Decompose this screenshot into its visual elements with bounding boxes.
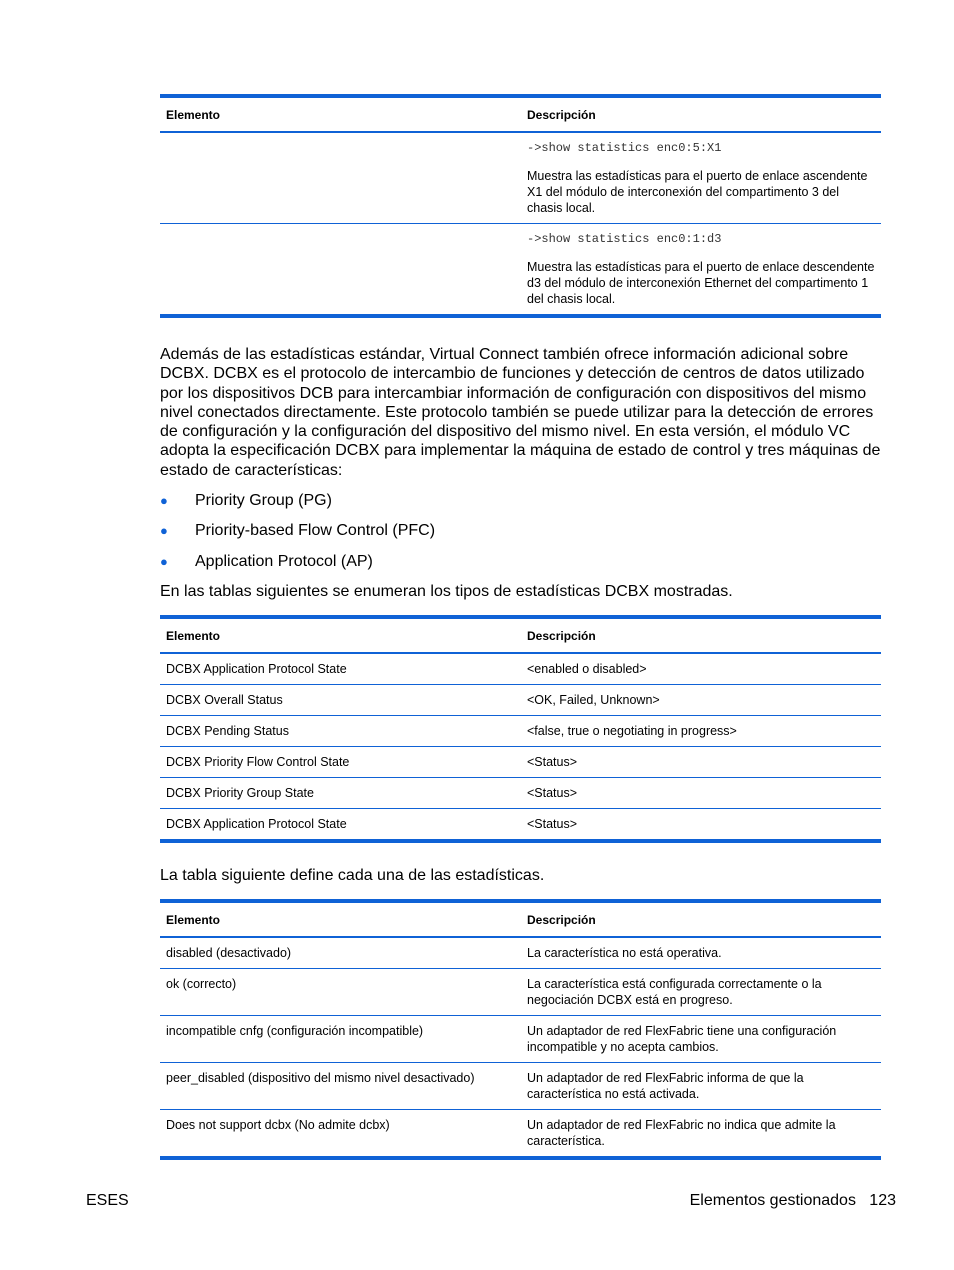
column-header-element: Elemento xyxy=(166,108,221,122)
column-header-element: Elemento xyxy=(166,629,221,643)
intro-paragraph: Además de las estadísticas estándar, Virtual Connect también ofrece información adicional sobre DCBX. DCBX es el protocolo de intercambio de funciones y detección de centros de datos utilizado por los dispositivos DCB para intercambiar información de configuración con dispositivos del mismo nivel conectados directamente. Este protocolo también se puede utilizar para la detección de errores de configuración y la configuración del dispositivo del mismo nivel. En esta versión, el módulo VC adopta la especificación DCBX para implementar la máquina de estado de control y tres máquinas de estado de características: xyxy=(160,346,881,479)
cell-description: Un adaptador de red FlexFabric tiene una configuración incompatible y no acepta cambios. xyxy=(527,1024,837,1054)
cell-description: <false, true o negotiating in progress> xyxy=(527,724,737,738)
cell-element xyxy=(160,133,521,223)
table-row xyxy=(160,654,881,685)
cell-description: Un adaptador de red FlexFabric informa de que la característica no está activada. xyxy=(527,1071,804,1101)
cell-description xyxy=(521,224,881,314)
description-text: Muestra las estadísticas para el puerto de enlace descendente d3 del módulo de interconexión Ethernet del compartimento 1 del chasis local. xyxy=(527,260,875,306)
tables-intro: En las tablas siguientes se enumeran los tipos de estadísticas DCBX mostradas. xyxy=(160,583,733,600)
table-row xyxy=(160,747,881,778)
bullet-icon: ● xyxy=(160,554,168,569)
cell-element: DCBX Pending Status xyxy=(166,724,289,738)
table-row xyxy=(160,1110,881,1156)
table-header xyxy=(160,98,881,133)
cell-element: disabled (desactivado) xyxy=(166,946,292,960)
cell-element: DCBX Overall Status xyxy=(166,693,283,707)
statistics-commands-table xyxy=(160,94,881,318)
table-row xyxy=(160,809,881,839)
cell-element: DCBX Priority Group State xyxy=(166,786,314,800)
cell-element: DCBX Priority Flow Control State xyxy=(166,755,350,769)
table-row xyxy=(160,1016,881,1063)
column-header-element: Elemento xyxy=(166,913,221,927)
table-row xyxy=(160,1063,881,1110)
table-header xyxy=(160,903,881,938)
bullet-icon: ● xyxy=(160,523,168,538)
command-example: ->show statistics enc0:5:X1 xyxy=(527,141,722,155)
list-item-text: Application Protocol (AP) xyxy=(195,553,373,570)
cell-description xyxy=(521,133,881,223)
table-row xyxy=(160,716,881,747)
table3-intro: La tabla siguiente define cada una de las estadísticas. xyxy=(160,867,545,884)
bullet-icon: ● xyxy=(160,493,168,508)
command-example: ->show statistics enc0:1:d3 xyxy=(527,232,722,246)
table-row xyxy=(160,224,881,314)
cell-description: <OK, Failed, Unknown> xyxy=(527,693,660,707)
cell-description: Un adaptador de red FlexFabric no indica que admite la característica. xyxy=(527,1118,836,1148)
footer-section: Elementos gestionados xyxy=(689,1192,856,1209)
cell-description: La característica está configurada correctamente o la negociación DCBX está en progreso. xyxy=(527,977,822,1007)
cell-description: <enabled o disabled> xyxy=(527,662,647,676)
dcbx-statistics-table xyxy=(160,615,881,843)
description-text: Muestra las estadísticas para el puerto de enlace ascendente X1 del módulo de interconexión del compartimento 3 del chasis local. xyxy=(527,169,868,215)
column-header-description: Descripción xyxy=(527,108,596,122)
table-row xyxy=(160,685,881,716)
footer-left: ESES xyxy=(86,1192,129,1209)
list-item-text: Priority Group (PG) xyxy=(195,492,332,509)
cell-element: DCBX Application Protocol State xyxy=(166,817,347,831)
table-row xyxy=(160,133,881,224)
cell-description: La característica no está operativa. xyxy=(527,946,722,960)
cell-element: peer_disabled (dispositivo del mismo nivel desactivado) xyxy=(166,1071,475,1085)
column-header-description: Descripción xyxy=(527,629,596,643)
statistics-definitions-table xyxy=(160,899,881,1160)
table-row xyxy=(160,938,881,969)
table-header xyxy=(160,619,881,654)
column-header-description: Descripción xyxy=(527,913,596,927)
cell-element: incompatible cnfg (configuración incompatible) xyxy=(166,1024,424,1038)
cell-description: <Status> xyxy=(527,817,578,831)
table-row xyxy=(160,778,881,809)
cell-description: <Status> xyxy=(527,755,578,769)
cell-element: Does not support dcbx (No admite dcbx) xyxy=(166,1118,390,1132)
footer-right xyxy=(690,1192,896,1210)
page-number: 123 xyxy=(869,1192,896,1209)
list-item-text: Priority-based Flow Control (PFC) xyxy=(195,522,436,539)
cell-element: DCBX Application Protocol State xyxy=(166,662,347,676)
cell-element xyxy=(160,224,521,314)
table-row xyxy=(160,969,881,1016)
cell-element: ok (correcto) xyxy=(166,977,237,991)
cell-description: <Status> xyxy=(527,786,578,800)
